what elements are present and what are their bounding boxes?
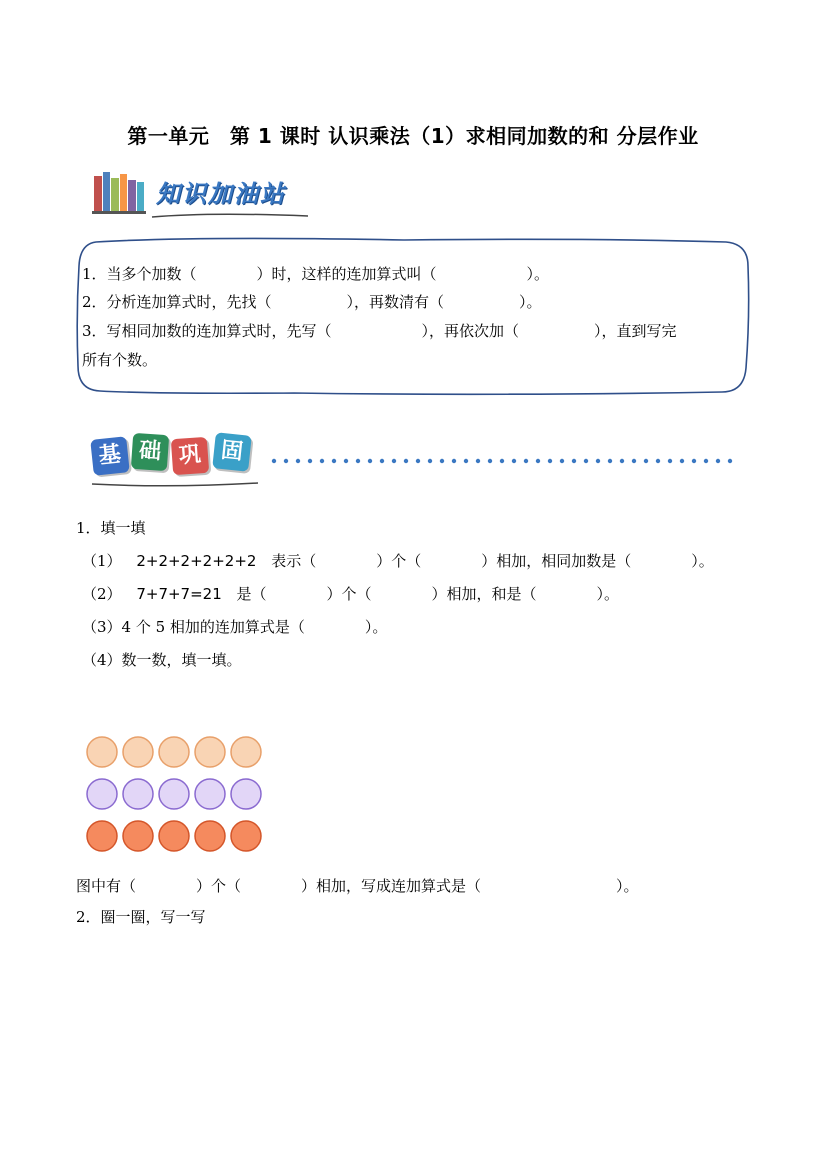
q1-1-expression: 2+2+2+2+2+2 xyxy=(136,552,257,570)
q1-2-label: （2） xyxy=(82,585,122,603)
banner-underline xyxy=(150,206,310,216)
divider-dot xyxy=(368,459,372,463)
circle-grid xyxy=(84,734,274,854)
divider-dot xyxy=(608,459,612,463)
divider-dot xyxy=(620,459,624,463)
count-circle xyxy=(87,737,117,767)
divider-dot xyxy=(356,459,360,463)
count-circle xyxy=(159,737,189,767)
divider-dot xyxy=(584,459,588,463)
divider-dot xyxy=(464,459,468,463)
divider-dot xyxy=(284,459,288,463)
divider-dot xyxy=(428,459,432,463)
count-circle xyxy=(159,821,189,851)
divider-dot xyxy=(392,459,396,463)
divider-dot xyxy=(692,459,696,463)
q1-2-expression: 7+7+7=21 xyxy=(136,585,222,603)
q1-1-row xyxy=(82,551,714,571)
divider-dot xyxy=(572,459,576,463)
q1-4-row: （4）数一数，填一填。 xyxy=(82,651,242,669)
count-circle xyxy=(195,779,225,809)
tile-gu: 固 xyxy=(212,432,252,472)
knowledge-item-4: 所有个数。 xyxy=(82,351,158,369)
divider-dot xyxy=(452,459,456,463)
tile-gong: 巩 xyxy=(171,437,209,475)
tile-chu: 础 xyxy=(131,433,169,471)
count-circle xyxy=(123,821,153,851)
divider-dot xyxy=(272,459,276,463)
count-circle xyxy=(231,737,261,767)
knowledge-item-2: 2．分析连加算式时，先找（ ），再数清有（ ）。 xyxy=(82,293,542,311)
count-circle xyxy=(195,821,225,851)
divider-dot xyxy=(644,459,648,463)
divider-dot xyxy=(404,459,408,463)
divider-dot xyxy=(656,459,660,463)
divider-dot xyxy=(320,459,324,463)
q1-2-row xyxy=(82,584,619,604)
divider-dot xyxy=(512,459,516,463)
divider-dot xyxy=(548,459,552,463)
count-circle xyxy=(159,779,189,809)
page-title: 第一单元 第 1 课时 认识乘法（1）求相同加数的和 分层作业 xyxy=(127,124,699,148)
books-icon xyxy=(92,168,146,214)
divider-dot xyxy=(344,459,348,463)
divider-dot xyxy=(596,459,600,463)
count-circle xyxy=(87,779,117,809)
knowledge-item-3: 3．写相同加数的连加算式时，先写（ ），再依次加（ ），直到写完 xyxy=(82,322,677,340)
q1-1-text: 表示（ ）个（ ）相加，相同加数是（ ）。 xyxy=(271,552,714,570)
divider-dot xyxy=(308,459,312,463)
divider-dot xyxy=(296,459,300,463)
q1-3-row: （3）4 个 5 相加的连加算式是（ ）。 xyxy=(82,618,388,636)
question-1-title: 1．填一填 xyxy=(76,519,146,537)
divider-dot xyxy=(704,459,708,463)
count-circle xyxy=(195,737,225,767)
divider-dot xyxy=(500,459,504,463)
divider-dot xyxy=(476,459,480,463)
question-2-title: 2．圈一圈，写一写 xyxy=(76,908,206,926)
section-heading-knowledge: 知识加油站 xyxy=(156,180,286,208)
knowledge-box xyxy=(74,236,752,398)
q1-1-label: （1） xyxy=(82,552,122,570)
count-circle xyxy=(87,821,117,851)
divider-dot xyxy=(380,459,384,463)
tile-ji: 基 xyxy=(90,436,130,476)
dotted-divider xyxy=(270,450,740,458)
count-circle xyxy=(123,737,153,767)
count-circle xyxy=(231,779,261,809)
divider-dot xyxy=(680,459,684,463)
count-circle xyxy=(123,779,153,809)
count-circle xyxy=(231,821,261,851)
banner-underline-2 xyxy=(90,474,260,484)
divider-dot xyxy=(332,459,336,463)
divider-dot xyxy=(440,459,444,463)
divider-dot xyxy=(728,459,732,463)
divider-dot xyxy=(716,459,720,463)
divider-dot xyxy=(632,459,636,463)
divider-dot xyxy=(416,459,420,463)
divider-dot xyxy=(488,459,492,463)
divider-dot xyxy=(536,459,540,463)
q1-4-answer: 图中有（ ）个（ ）相加，写成连加算式是（ ）。 xyxy=(76,877,639,895)
divider-dot xyxy=(668,459,672,463)
divider-dot xyxy=(560,459,564,463)
knowledge-item-1: 1．当多个加数（ ）时，这样的连加算式叫（ ）。 xyxy=(82,265,550,283)
q1-2-text: 是（ ）个（ ）相加，和是（ ）。 xyxy=(236,585,620,603)
divider-dot xyxy=(524,459,528,463)
